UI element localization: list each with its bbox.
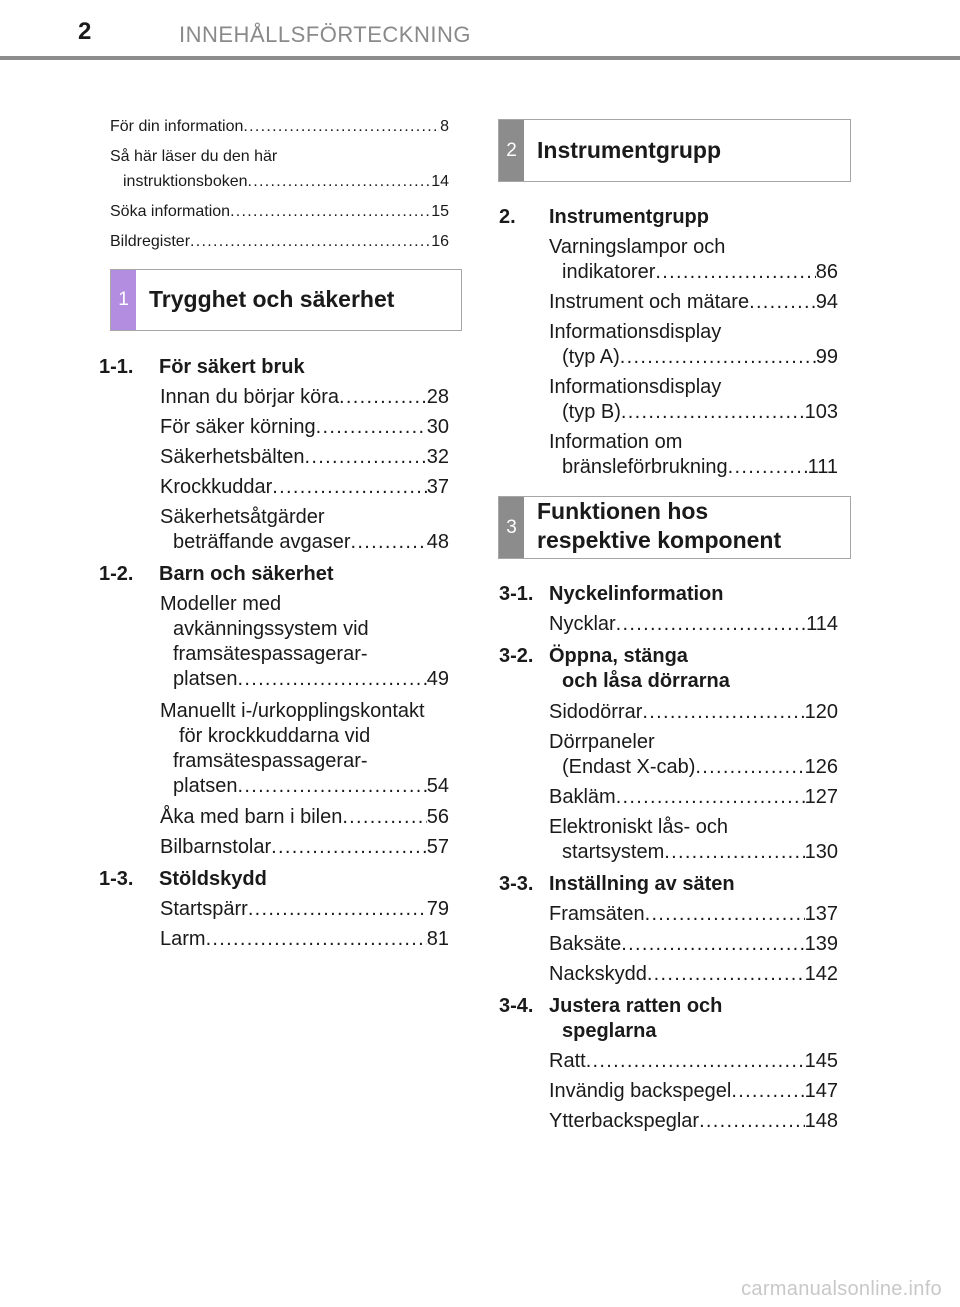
toc-entry[interactable] <box>160 699 449 799</box>
toc-entry-title: Söka information <box>110 203 231 220</box>
toc-entry-page: 14 <box>431 173 449 190</box>
toc-entry-title: Krockkuddar <box>160 476 273 498</box>
toc-entry-page: 81 <box>426 928 449 950</box>
toc-entry-title: platsen <box>173 775 238 797</box>
toc-entry-page: 16 <box>431 233 449 250</box>
toc-entry-line: Elektroniskt lås- och <box>549 816 728 838</box>
toc-entry-title: Bildregister <box>110 233 191 250</box>
toc-entry-title: Nycklar <box>549 613 616 635</box>
toc-entry[interactable] <box>110 229 449 254</box>
toc-entry[interactable] <box>160 505 449 555</box>
toc-entry-page: 28 <box>426 386 449 408</box>
toc-entry[interactable] <box>549 235 838 285</box>
toc-entry-page: 114 <box>806 613 838 635</box>
toc-entry-line: framsätespassagerar- <box>173 750 368 772</box>
toc-entry-page: 79 <box>426 898 449 920</box>
toc-entry-title: Nackskydd <box>549 963 647 985</box>
watermark: carmanualsonline.info <box>741 1278 942 1300</box>
toc-entry[interactable] <box>160 592 449 692</box>
toc-entry-line: Modeller med <box>160 593 282 615</box>
toc-entry-title: bränsleförbrukning <box>562 456 728 478</box>
toc-entry-title: Ratt <box>549 1050 586 1072</box>
section-number: 3-2. <box>499 645 534 667</box>
toc-entry-title: Framsäten <box>549 903 645 925</box>
section-heading[interactable] <box>499 582 723 607</box>
toc-entry-page: 48 <box>426 531 449 553</box>
toc-entry[interactable] <box>160 385 449 410</box>
toc-entry-page: 126 <box>804 756 838 778</box>
toc-entry[interactable] <box>110 199 449 224</box>
page-title: INNEHÅLLSFÖRTECKNING <box>179 22 471 47</box>
section-heading[interactable] <box>99 562 334 587</box>
toc-entry[interactable] <box>160 897 449 922</box>
chapter-number-tab: 2 <box>499 120 524 181</box>
toc-entry-title: Sidodörrar <box>549 701 643 723</box>
toc-entry-page: 86 <box>815 261 838 283</box>
chapter-2-header[interactable] <box>498 119 851 182</box>
toc-entry-page: 94 <box>815 291 838 313</box>
toc-entry-page: 148 <box>804 1110 838 1132</box>
toc-entry-line: Säkerhetsåtgärder <box>160 506 325 528</box>
chapter-number-tab: 1 <box>111 270 136 330</box>
toc-entry-title: Åka med barn i bilen <box>160 806 343 828</box>
toc-entry-page: 137 <box>804 903 838 925</box>
toc-entry-title: (typ A) <box>562 346 620 368</box>
toc-entry-page: 147 <box>804 1080 838 1102</box>
toc-entry[interactable] <box>160 835 449 860</box>
toc-entry-line: för krockkuddarna vid <box>179 725 371 747</box>
section-title: Öppna, stänga <box>549 645 688 667</box>
toc-entry-line: Dörrpaneler <box>549 731 655 753</box>
toc-entry-page: 139 <box>804 933 838 955</box>
toc-entry[interactable] <box>160 445 449 470</box>
chapter-title <box>537 497 781 555</box>
toc-entry-page: 145 <box>804 1050 838 1072</box>
toc-entry[interactable] <box>160 927 449 952</box>
section-heading[interactable] <box>499 205 709 230</box>
toc-entry-title: Innan du börjar köra <box>160 386 340 408</box>
toc-entry[interactable] <box>549 1109 838 1134</box>
toc-entry-page: 54 <box>426 775 449 797</box>
chapter-title-line: Funktionen hos <box>537 498 709 524</box>
section-title-line: och låsa dörrarna <box>562 670 730 692</box>
section-number: 2. <box>499 206 516 228</box>
section-heading[interactable] <box>99 867 267 892</box>
section-heading[interactable] <box>499 994 722 1044</box>
section-heading[interactable] <box>99 355 305 380</box>
toc-entry-page: 142 <box>804 963 838 985</box>
toc-entry-page: 120 <box>804 701 838 723</box>
chapter-title: Trygghet och säkerhet <box>149 286 395 312</box>
toc-entry-title: startsystem <box>562 841 665 863</box>
toc-entry[interactable] <box>160 415 449 440</box>
toc-entry-line: Så här läser du den här <box>110 148 278 165</box>
toc-entry-page: 56 <box>426 806 449 828</box>
section-title: För säkert bruk <box>159 356 305 378</box>
toc-entry-page: 37 <box>426 476 449 498</box>
toc-entry-page: 57 <box>426 836 449 858</box>
section-title: Nyckelinformation <box>549 583 724 605</box>
toc-entry[interactable] <box>549 375 838 425</box>
section-title: Justera ratten och <box>549 995 723 1017</box>
toc-entry-title: För säker körning <box>160 416 316 438</box>
section-title: Barn och säkerhet <box>159 563 334 585</box>
page-number: 2 <box>78 18 92 45</box>
toc-entry-title: platsen <box>173 668 238 690</box>
toc-entry-page: 8 <box>440 118 449 135</box>
toc-entry-page: 127 <box>804 786 838 808</box>
toc-entry-title: Startspärr <box>160 898 248 920</box>
toc-entry-page: 15 <box>431 203 449 220</box>
toc-entry-title: Säkerhetsbälten <box>160 446 305 468</box>
toc-entry-title: Invändig backspegel <box>549 1080 732 1102</box>
toc-entry[interactable] <box>549 815 838 865</box>
toc-entry[interactable] <box>549 730 838 780</box>
toc-entry[interactable] <box>110 144 449 194</box>
section-heading[interactable] <box>499 644 730 694</box>
toc-entry-line: avkänningssystem vid <box>173 618 369 640</box>
toc-entry[interactable] <box>549 962 838 987</box>
toc-entry[interactable] <box>110 114 449 139</box>
section-title-line: speglarna <box>562 1020 657 1042</box>
toc-entry-title: Instrument och mätare <box>549 291 750 313</box>
toc-entry-page: 49 <box>426 668 449 690</box>
toc-entry-page: 130 <box>804 841 838 863</box>
toc-entry-line: Manuellt i-/urkopplingskontakt <box>160 700 425 722</box>
toc-entry-title: beträffande avgaser <box>173 531 351 553</box>
toc-entry-title: Baksäte <box>549 933 622 955</box>
toc-entry[interactable] <box>549 1079 838 1104</box>
toc-entry-line: Varningslampor och <box>549 236 726 258</box>
section-number: 1-3. <box>99 868 134 890</box>
toc-entry[interactable] <box>549 290 838 315</box>
section-number: 3-4. <box>499 995 534 1017</box>
toc-entry-title: Bakläm <box>549 786 616 808</box>
toc-entry-title: Bilbarnstolar <box>160 836 272 858</box>
toc-entry-title: instruktionsboken <box>123 173 248 190</box>
toc-entry[interactable] <box>549 932 838 957</box>
toc-entry[interactable] <box>549 1049 838 1074</box>
toc-entry[interactable] <box>549 430 838 480</box>
toc-entry-page: 32 <box>426 446 449 468</box>
section-title: Instrumentgrupp <box>549 206 709 228</box>
toc-entry-title: (typ B) <box>562 401 621 423</box>
section-heading[interactable] <box>499 872 735 897</box>
toc-entry[interactable] <box>160 805 449 830</box>
toc-entry[interactable] <box>549 320 838 370</box>
toc-entry[interactable] <box>549 612 838 637</box>
toc-entry[interactable] <box>549 700 838 725</box>
section-title: Stöldskydd <box>159 868 267 890</box>
toc-entry-page: 111 <box>807 456 838 478</box>
chapter-number-tab: 3 <box>499 497 524 558</box>
section-number: 3-1. <box>499 583 534 605</box>
toc-entry-title: Larm <box>160 928 206 950</box>
toc-entry[interactable] <box>160 475 449 500</box>
toc-entry-line: Informationsdisplay <box>549 376 722 398</box>
chapter-1-header[interactable] <box>110 269 462 331</box>
toc-entry-line: Information om <box>549 431 683 453</box>
section-number: 3-3. <box>499 873 534 895</box>
chapter-title-line: respektive komponent <box>537 527 782 553</box>
toc-entry-line: framsätespassagerar- <box>173 643 368 665</box>
toc-entry-title: För din information <box>110 118 244 135</box>
toc-entry-title: indikatorer <box>562 261 656 283</box>
toc-entry[interactable] <box>549 785 838 810</box>
toc-entry-page: 103 <box>804 401 838 423</box>
toc-entry-page: 30 <box>426 416 449 438</box>
toc-entry-title: (Endast X-cab) <box>562 756 696 778</box>
section-number: 1-2. <box>99 563 134 585</box>
toc-entry[interactable] <box>549 902 838 927</box>
toc-entry-page: 99 <box>815 346 838 368</box>
section-number: 1-1. <box>99 356 134 378</box>
header-rule <box>0 56 960 60</box>
toc-entry-title: Ytterbackspeglar <box>549 1110 700 1132</box>
section-title: Inställning av säten <box>549 873 735 895</box>
chapter-title: Instrumentgrupp <box>537 137 721 163</box>
chapter-3-header[interactable] <box>498 496 851 559</box>
toc-entry-line: Informationsdisplay <box>549 321 722 343</box>
